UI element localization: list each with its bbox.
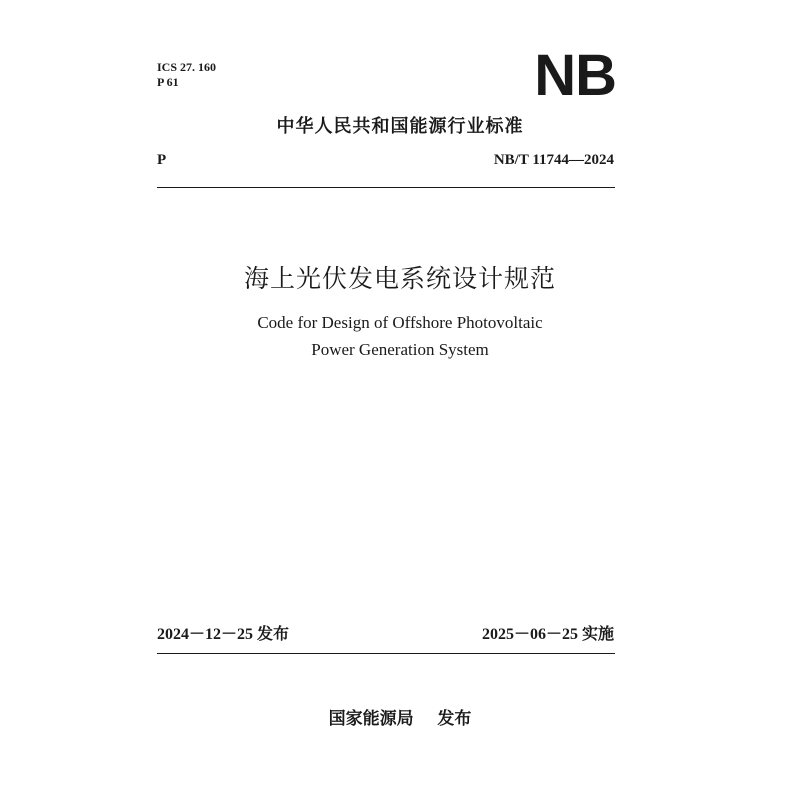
issue-date: 2024－12－25 发布 bbox=[157, 626, 290, 643]
ics-code: ICS 27. 160 bbox=[157, 60, 217, 74]
standard-category-title: 中华人民共和国能源行业标准 bbox=[276, 116, 524, 137]
top-divider bbox=[157, 187, 615, 188]
classification-codes bbox=[157, 60, 216, 90]
ccs-code: P 61 bbox=[157, 75, 179, 89]
category-letter: P bbox=[157, 152, 167, 168]
title-english-line-2: Power Generation System bbox=[311, 340, 489, 359]
title-english-line-1: Code for Design of Offshore Photovoltaic bbox=[257, 313, 543, 332]
title-chinese: 海上光伏发电系统设计规范 bbox=[243, 264, 556, 293]
bottom-divider bbox=[157, 653, 615, 654]
implementation-date: 2025－06－25 实施 bbox=[481, 626, 614, 643]
publisher: 国家能源局 发布 bbox=[328, 709, 472, 729]
standard-number: NB/T 11744—2024 bbox=[493, 152, 614, 168]
nb-standard-mark: NB bbox=[534, 43, 616, 108]
